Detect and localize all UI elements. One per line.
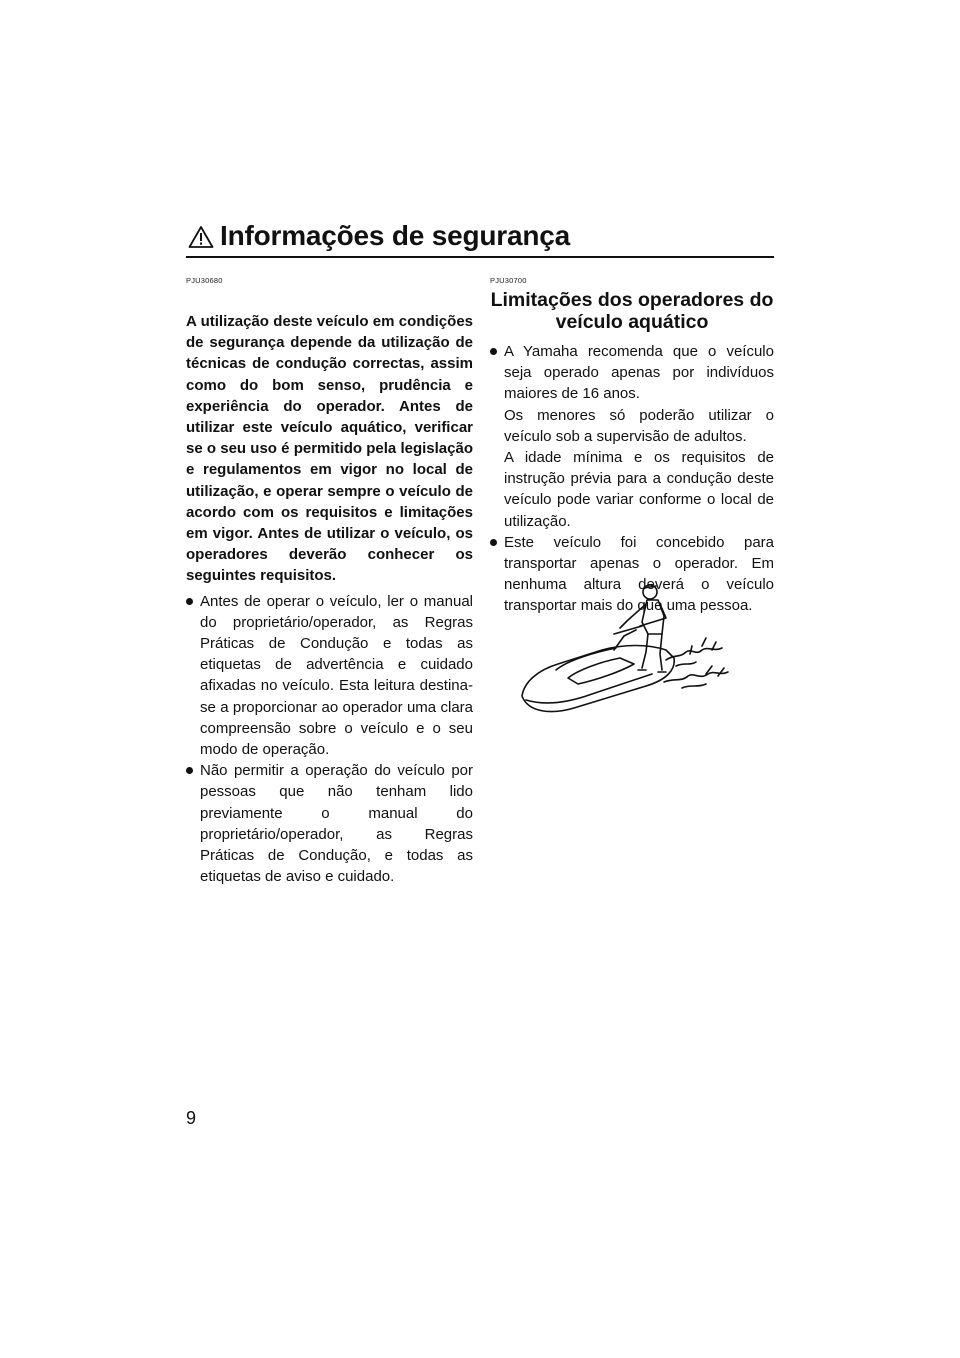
bullet-icon bbox=[186, 598, 193, 605]
intro-paragraph: A utilização deste veículo em condições de segurança depende da utilização de técnicas de condução correctas, assim como do bom senso, prudência e experiência do operador. Antes de utilizar este veículo aquático, verificar se o seu uso é permitido pela legislação e regulamentos em vigor no local de utilização, e operar sempre o veículo de acordo com os requisitos e limitações em vigor. Antes de utilizar o veículo, os operadores deverão conhecer os seguintes requisitos. bbox=[186, 313, 473, 585]
page-header bbox=[186, 222, 774, 258]
watercraft-rider-illustration bbox=[516, 578, 732, 724]
list-item: Antes de operar o veículo, ler o manual do proprietário/operador, as Regras Práticas de Condução e todas as etiquetas de advertência e cuidado afixadas no veículo. Esta leitura destina-se a proporcionar ao operador uma clara compreensão sobre o veículo e o seu modo de operação. bbox=[186, 591, 473, 761]
list-item: A Yamaha recomenda que o veículo seja operado apenas por indivíduos maiores de 16 anos. Os menores só poderão utilizar o veículo sob a supervisão de adultos. A idade mínima e os requisitos de instrução prévia para a condução deste veículo pode variar conforme o local de utilização. bbox=[490, 341, 774, 532]
bullet-icon bbox=[490, 539, 497, 546]
requirements-list bbox=[186, 591, 473, 888]
reference-code: PJU30680 bbox=[186, 276, 223, 285]
list-item: Este veículo foi concebido para transportar apenas o operador. Em nenhuma altura deverá o veículo transportar mais do que uma pessoa. bbox=[490, 532, 774, 617]
left-column bbox=[186, 276, 473, 887]
bullet-icon bbox=[490, 348, 497, 355]
list-item: Não permitir a operação do veículo por pessoas que não tenham lido previamente o manual do proprietário/operador, as Regras Práticas de Condução, e todas as etiquetas de aviso e cuidado. bbox=[186, 760, 473, 887]
page-number: 9 bbox=[186, 1108, 197, 1128]
right-column bbox=[490, 276, 774, 617]
section-title: Limitações dos operadores do veículo aquático bbox=[490, 289, 774, 333]
limitations-list bbox=[490, 341, 774, 617]
warning-triangle-icon bbox=[188, 225, 214, 249]
bullet-icon bbox=[186, 767, 193, 774]
reference-code: PJU30700 bbox=[490, 276, 527, 285]
page-title: Informações de segurança bbox=[220, 220, 570, 251]
